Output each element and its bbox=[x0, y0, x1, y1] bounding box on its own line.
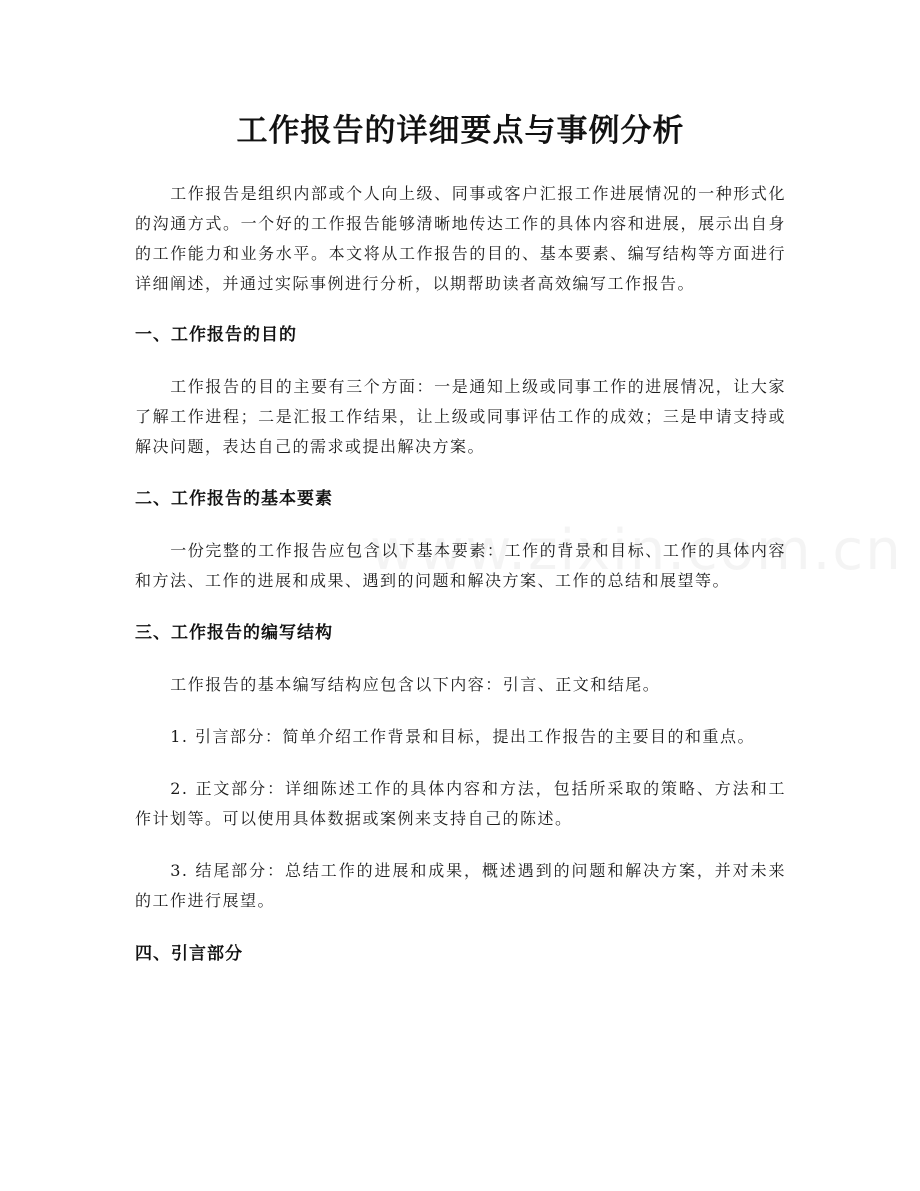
section-heading-introduction: 四、引言部分 bbox=[135, 944, 243, 964]
section-heading-elements: 二、工作报告的基本要素 bbox=[135, 489, 333, 509]
list-item-conclusion: 3. 结尾部分：总结工作的进展和成果，概述遇到的问题和解决方案，并对未来的工作进行展望。 bbox=[135, 861, 786, 910]
list-item-main-body: 2. 正文部分：详细陈述工作的具体内容和方法，包括所采取的策略、方法和工作计划等。可以使用具体数据或案例来支持自己的陈述。 bbox=[135, 779, 786, 828]
section-body-structure: 工作报告的基本编写结构应包含以下内容：引言、正文和结尾。 bbox=[170, 675, 661, 694]
list-item-introduction: 1. 引言部分：简单介绍工作背景和目标，提出工作报告的主要目的和重点。 bbox=[170, 727, 756, 746]
document-title: 工作报告的详细要点与事例分析 bbox=[236, 113, 685, 149]
section-body-elements: 一份完整的工作报告应包含以下基本要素：工作的背景和目标、工作的具体内容和方法、工作的进展和成果、遇到的问题和解决方案、工作的总结和展望等。 bbox=[135, 541, 786, 590]
intro-paragraph: 工作报告是组织内部或个人向上级、同事或客户汇报工作进展情况的一种形式化的沟通方式。一个好的工作报告能够清晰地传达工作的具体内容和进展，展示出自身的工作能力和业务水平。本文将从工作报告的目的、基本要素、编写结构等方面进行详细阐述，并通过实际事例进行分析，以期帮助读者高效编写工作报告。 bbox=[135, 184, 786, 293]
section-heading-structure: 三、工作报告的编写结构 bbox=[135, 623, 333, 643]
section-heading-purpose: 一、工作报告的目的 bbox=[135, 325, 297, 345]
section-body-purpose: 工作报告的目的主要有三个方面：一是通知上级或同事工作的进展情况，让大家了解工作进程；二是汇报工作结果，让上级或同事评估工作的成效；三是申请支持或解决问题，表达自己的需求或提出解决方案。 bbox=[135, 377, 786, 456]
